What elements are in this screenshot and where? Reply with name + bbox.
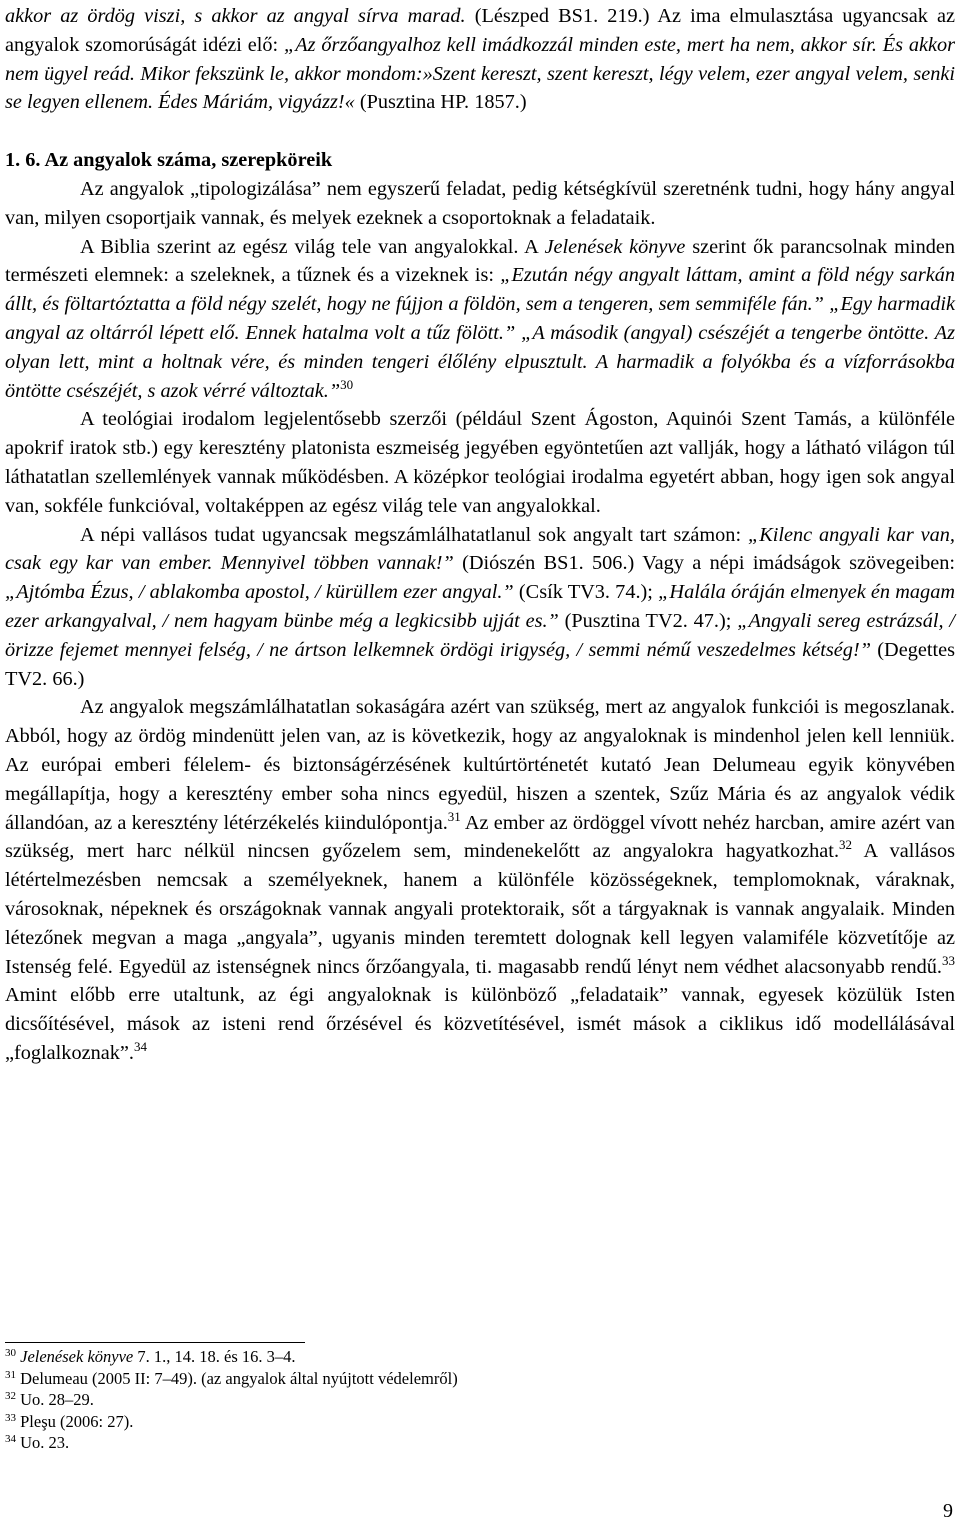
footnote	[5, 1389, 905, 1411]
quote-text: „Ajtómba Ézus, / ablakomba apostol, / kürüllem ezer angyal.”	[5, 581, 514, 604]
footnote	[5, 1432, 905, 1454]
footnote-ref[interactable]: 31	[447, 808, 461, 824]
body-text: A vallásos létértelmezésben nemcsak a személyeknek, hanem a különféle közösségeknek, templomoknak, váraknak, városoknak, népeknek és országoknak vannak angyali protektoraik, sőt a tárgyaknak is vannak angyalaik. Minden létezőnek megvan a maga „angyala”, ugyanis minden teremtett dolognak kell legyen valamiféle közvetítője az Istenség felé. Egyedül az istenségnek nincs őrzőangyala, ti. magasabb rendű lényt nem védhet alacsonyabb rendű.	[5, 840, 956, 978]
body-text: Az ember az ördöggel vívott nehéz harcban, amire azért van szükség, mert harc nélkül nincsen győzelem sem, mindenekelőtt az angyalokra hagyatkozhat.	[5, 811, 955, 863]
footnotes	[5, 1346, 905, 1454]
footnote	[5, 1346, 905, 1368]
quote-text: „Halála óráján elmenyek én magam ezer arkangyalval, / nem hagyam bünbe még a legkicsibb ujját es.”	[5, 581, 955, 632]
book-title: Jelenések könyve	[544, 235, 686, 258]
footnote-italic: Jelenések könyve	[20, 1347, 134, 1366]
quote-text: „Kilenc angyali kar van, csak egy kar van ember. Mennyivel többen vannak!”	[5, 523, 956, 575]
footnote	[5, 1411, 905, 1433]
body-text: szerint ők parancsolnak minden természeti elemnek: a szeleknek, a tűznek és a vizeknek is:	[5, 235, 955, 287]
paragraph-2	[5, 233, 955, 406]
quote-text: „Az őrzőangyalhoz kell imádkozzál minden este, mert ha nem, akkor sír. És akkor nem ügyel reád. Mikor fekszünk le, akkor mondom:»Szent kereszt, szent kereszt, légy velem, ezer angyal velem, senki se legyen ellenem. Édes Máriám, vigyázz!«	[5, 33, 956, 114]
source-citation: (Csík TV3. 74.);	[513, 581, 659, 604]
footnote-ref[interactable]: 34	[133, 1038, 147, 1054]
document-page	[5, 0, 955, 1068]
source-citation: (Pusztina TV2. 47.);	[558, 609, 738, 632]
footnote-ref[interactable]: 32	[839, 837, 853, 853]
source-citation: (Diószén BS1. 506.) Vagy a népi imádságok szövegeiben:	[453, 552, 956, 575]
quote-text: akkor az ördög viszi, s akkor az angyal sírva marad.	[5, 5, 466, 27]
paragraph-4	[5, 521, 955, 694]
footnote-number: 31	[5, 1368, 16, 1381]
body-text: A népi vallásos tudat ugyancsak megszámlálhatatlanul sok angyalt tart számon:	[80, 523, 748, 546]
paragraph-3: A teológiai irodalom legjelentősebb szerzői (például Szent Ágoston, Aquinói Szent Tamás, a különféle apokrif iratok stb.) egy keresztény platonista eszmeiség jegyében egyöntetűen azt vallják, hogy a látható világon túl láthatatlan szellemlények vannak működésben. A középkor teológiai irodalma egyetért abban, hogy igen sok angyal van, sokféle funkcióval, voltaképpen az egész világ tele van angyalokkal.	[5, 408, 955, 517]
footnote-text: Delumeau (2005 II: 7–49). (az angyalok által nyújtott védelemről)	[16, 1368, 458, 1388]
quote-text: „Angyali sereg estrázsál, / örizze fejemet mennyei felség, / ne ártson lelkemnek ördögi irigység, / semmi némű veszedelmes kétség!”	[5, 609, 956, 661]
footnote-text: Pleşu (2006: 27).	[16, 1411, 134, 1431]
body-text: A Biblia szerint az egész világ tele van angyalokkal. A	[80, 235, 545, 258]
body-text: Amint előbb erre utaltunk, az égi angyaloknak is különböző „feladataik” vannak, egyesek közülük Isten dicsőítésével, mások az isteni rend őrzésével és közvetítésével, ismét mások a ciklikus idő modellálásával „foglalkoznak”.	[5, 984, 955, 1064]
footnote	[5, 1368, 905, 1390]
section-heading: 1. 6. Az angyalok száma, szerepköreik	[5, 149, 333, 172]
footnote-divider	[5, 1342, 305, 1343]
paragraph-5	[5, 693, 955, 1067]
paragraph-1: Az angyalok „tipologizálása” nem egyszerű feladat, pedig kétségkívül szeretnénk tudni, hogy hány angyal van, milyen csoportjaik vannak, és melyek ezeknek a csoportoknak a feladataik.	[5, 177, 955, 229]
footnote-number: 32	[5, 1390, 16, 1403]
page-number: 9	[943, 1500, 953, 1522]
footnote-number: 33	[5, 1411, 16, 1424]
footnote-text: 7. 1., 14. 18. és 16. 3–4.	[133, 1347, 296, 1366]
body-text: (Lészped BS1. 219.) Az ima elmulasztása ugyancsak az angyalok szomorúságát idézi elő:	[5, 5, 956, 56]
intro-paragraph	[5, 2, 955, 117]
footnote-number: 34	[5, 1433, 16, 1446]
footnote-ref[interactable]: 33	[942, 952, 955, 968]
source-citation: (Degettes TV2. 66.)	[5, 638, 956, 690]
quote-text: „Ezután négy angyalt láttam, amint a föld négy sarkán állt, és föltartóztatta a föld négy szelét, hogy ne fújjon a földön, sem a tengeren, sem semmiféle fán.” „Egy harmadik angyal az oltárról lépett elő. Ennek hatalma volt a tűz fölött.” „A második (angyal) csészéjét a tengerbe öntötte. Az olyan lett, mint a holtnak vére, és minden tengeri élőlény elpusztult. A harmadik a folyókba és a vízforrásokba öntötte csészéjét, s azok vérré változtak.”	[5, 264, 955, 402]
footnote-text: Uo. 23.	[16, 1433, 70, 1453]
footnote-ref[interactable]: 30	[340, 376, 354, 392]
body-text: Az angyalok megszámlálhatatlan sokaságára azért van szükség, mert az angyalok funkciói is megoszlanak. Abból, hogy az ördög mindenütt jelen van, az is következik, hogy az angyaloknak is mindenhol jelen kell lenniük. Az európai emberi félelem- és biztonságérzésének kultúrtörténetét kutató Jean Delumeau egyik könyvében megállapítja, hogy a keresztény ember soha nincs egyedül, hiszen a szentek, Szűz Mária és az angyalok védik állandóan, az a keresztény létérzékelés kiindulópontja.	[5, 696, 955, 834]
footnote-number: 30	[5, 1347, 16, 1359]
source-citation: (Pusztina HP. 1857.)	[354, 91, 527, 114]
footnote-text: Uo. 28–29.	[16, 1390, 94, 1410]
